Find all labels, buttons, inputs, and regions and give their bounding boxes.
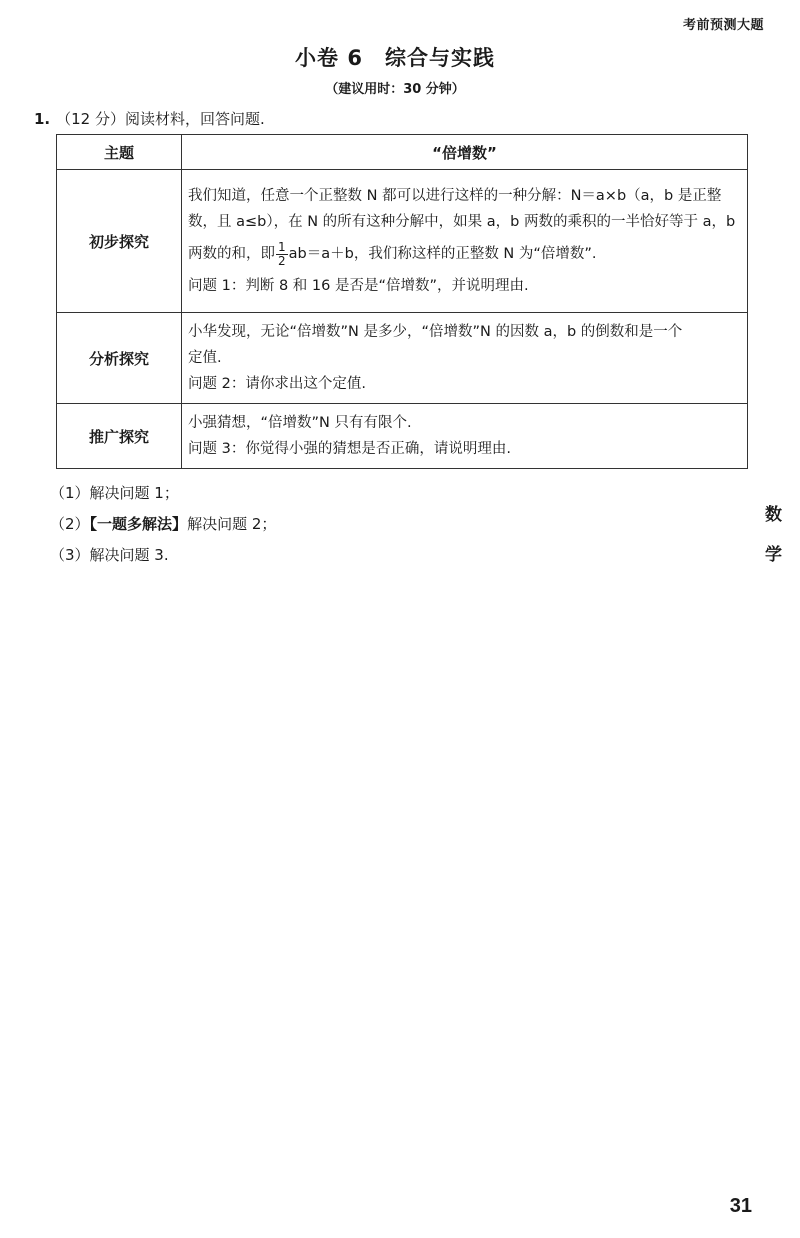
side-label-char-2: 学 <box>765 545 782 565</box>
topic-analysis: 分析探究 <box>57 313 182 404</box>
header-topic: 主题 <box>57 135 182 170</box>
content-analysis <box>182 313 748 404</box>
task-list <box>50 478 276 571</box>
content-extension <box>182 404 748 469</box>
table-row-analysis <box>57 313 748 404</box>
table-row-initial <box>57 170 748 313</box>
task-item-2 <box>50 509 276 540</box>
table-row-extension <box>57 404 748 469</box>
question-1-text: 问题 1：判断 8 和 16 是否是“倍增数”，并说明理由. <box>188 278 529 294</box>
task-item-3: （3）解决问题 3. <box>50 546 169 564</box>
fraction-one-half <box>276 241 288 268</box>
content-text: 两数的和，即 <box>188 246 275 262</box>
content-line: 定值. <box>188 350 222 366</box>
page-subtitle: （建议用时：30 分钟） <box>325 82 465 97</box>
content-line-fraction <box>188 235 741 273</box>
table-header-row <box>57 135 748 170</box>
header-content: “倍增数” <box>182 135 748 170</box>
question-2-text: 问题 2：请你求出这个定值. <box>188 376 366 392</box>
question-3-text: 问题 3：你觉得小强的猜想是否正确，请说明理由. <box>188 441 511 457</box>
content-line: 数，且 a≤b），在 N 的所有这种分解中，如果 a，b 两数的乘积的一半恰好等于 a，b <box>188 214 736 230</box>
content-line: 我们知道，任意一个正整数 N 都可以进行这样的一种分解：N＝a×b（a，b 是正整 <box>188 188 722 204</box>
header-corner-label: 考前预测大题 <box>682 18 764 33</box>
fraction-denominator: 2 <box>278 253 286 268</box>
content-line: 小强猜想，“倍增数”N 只有有限个. <box>188 415 412 431</box>
task-item-1: （1）解决问题 1； <box>50 484 179 502</box>
fraction-numerator: 1 <box>278 239 286 254</box>
content-text: ab＝a＋b，我们称这样的正整数 N 为“倍增数”. <box>288 246 597 262</box>
task-2-tag: 【一题多解法】 <box>89 515 188 533</box>
content-initial <box>182 170 748 313</box>
material-table <box>56 134 748 469</box>
question-text: （12 分）阅读材料，回答问题. <box>56 110 265 128</box>
question-stem <box>34 108 265 129</box>
topic-extension: 推广探究 <box>57 404 182 469</box>
question-number: 1. <box>34 110 51 128</box>
task-2-prefix: （2） <box>50 515 90 533</box>
topic-initial: 初步探究 <box>57 170 182 313</box>
page-title: 小卷 6 综合与实践 <box>295 46 495 70</box>
content-line: 小华发现，无论“倍增数”N 是多少，“倍增数”N 的因数 a，b 的倒数和是一个 <box>188 324 683 340</box>
task-2-text: 解决问题 2； <box>187 515 277 533</box>
page-number: 31 <box>729 1195 752 1217</box>
side-label-char-1: 数 <box>765 505 782 525</box>
